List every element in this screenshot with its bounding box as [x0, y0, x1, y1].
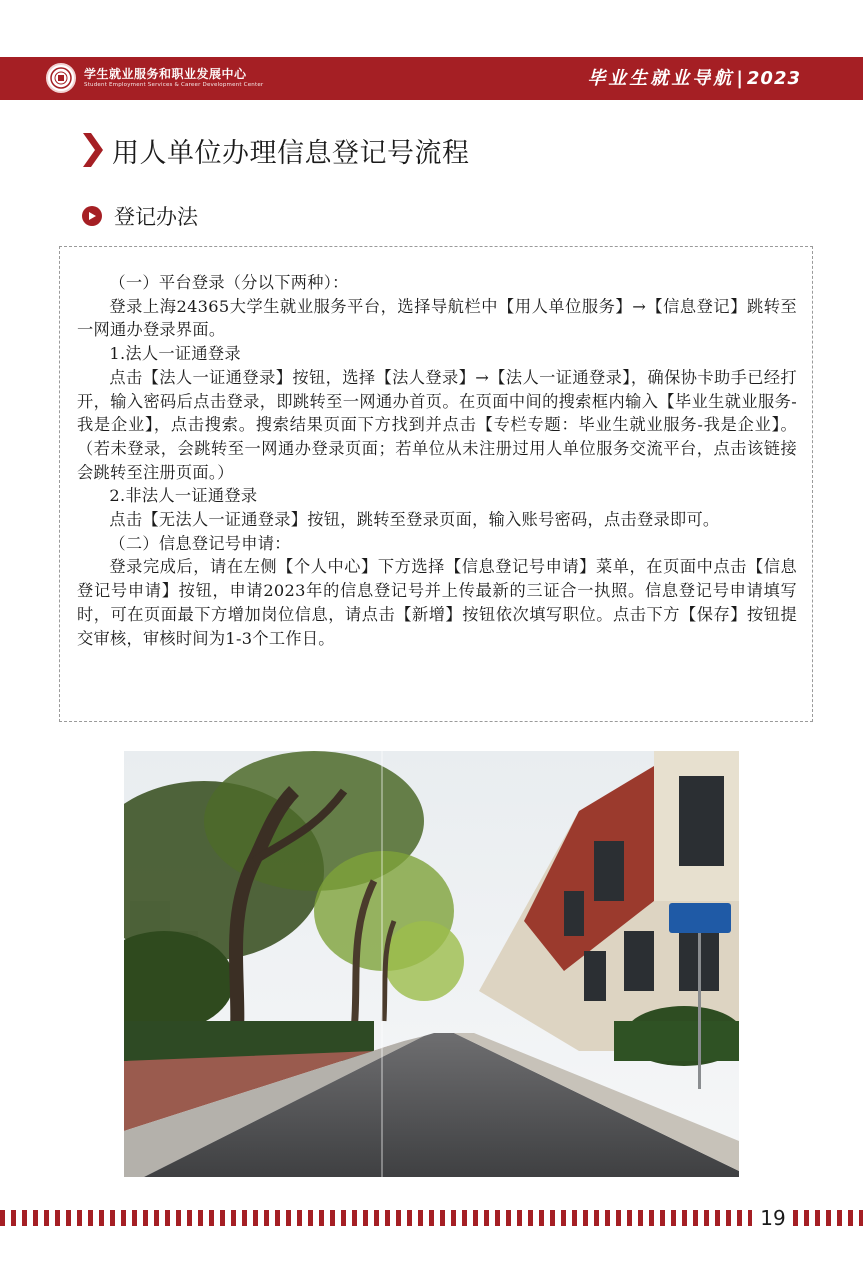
- paragraph: 登录完成后，请在左侧【个人中心】下方选择【信息登记号申请】菜单，在页面中点击【信息登记号申请】按钮，申请2023年的信息登记号并上传最新的三证合一执照。信息登记号申请填写时，可在页面最下方增加岗位信息，请点击【新增】按钮依次填写职位。点击下方【保存】按钮提交审核，审核时间为1-3个工作日。: [77, 557, 797, 648]
- header-year: 2023: [746, 68, 801, 89]
- university-seal-icon: [46, 63, 76, 93]
- paragraph: 点击【法人一证通登录】按钮，选择【法人登录】→【法人一证通登录】，确保协卡助手已经打开，输入密码后点击登录，即跳转至一网通办首页。在页面中间的搜索框内输入【毕业生就业服务-我是企业】，点击搜索。搜索结果页面下方找到并点击【专栏专题：毕业生就业服务-我是企业】。（若未登录，会跳转至一网通办登录页面；若单位从未注册过用人单位服务交流平台，点击该链接会跳转至注册页面。）: [77, 367, 797, 482]
- header-guide-title: [587, 63, 801, 95]
- sub-heading: 1.法人一证通登录: [109, 344, 241, 364]
- paragraph: 点击【无法人一证通登录】按钮，跳转至登录页面，输入账号密码，点击登录即可。: [109, 510, 720, 530]
- logo: [46, 61, 263, 95]
- logo-english-text: Student Employment Services & Career Development Center: [84, 82, 264, 88]
- step-heading: （二）信息登记号申请：: [109, 533, 291, 553]
- header-bar: [0, 57, 863, 100]
- page-title-row: [80, 128, 470, 172]
- sub-heading: 2.非法人一证通登录: [109, 486, 258, 506]
- step-heading: （一）平台登录（分以下两种）：: [109, 273, 349, 292]
- logo-chinese-text: 学生就业服务和职业发展中心: [84, 67, 247, 81]
- instructions-box: [59, 246, 813, 722]
- guide-title: 毕业生就业导航: [587, 68, 735, 89]
- instructions-text: [77, 271, 797, 650]
- header-separator: |: [736, 68, 743, 89]
- paragraph: 登录上海24365大学生就业服务平台，选择导航栏中【用人单位服务】→【信息登记】跳转至一网通办登录界面。: [77, 296, 797, 340]
- chevron-right-icon: [80, 130, 106, 170]
- page-title: 用人单位办理信息登记号流程: [112, 137, 470, 169]
- campus-road-photo: [124, 751, 739, 1177]
- page-number: 19: [760, 1206, 786, 1230]
- section-title: 登记办法: [114, 205, 198, 229]
- footer-tick-bar-right: [793, 1210, 863, 1226]
- footer-tick-bar: [0, 1210, 752, 1226]
- section-heading: [82, 200, 198, 232]
- play-circle-icon: [82, 206, 102, 226]
